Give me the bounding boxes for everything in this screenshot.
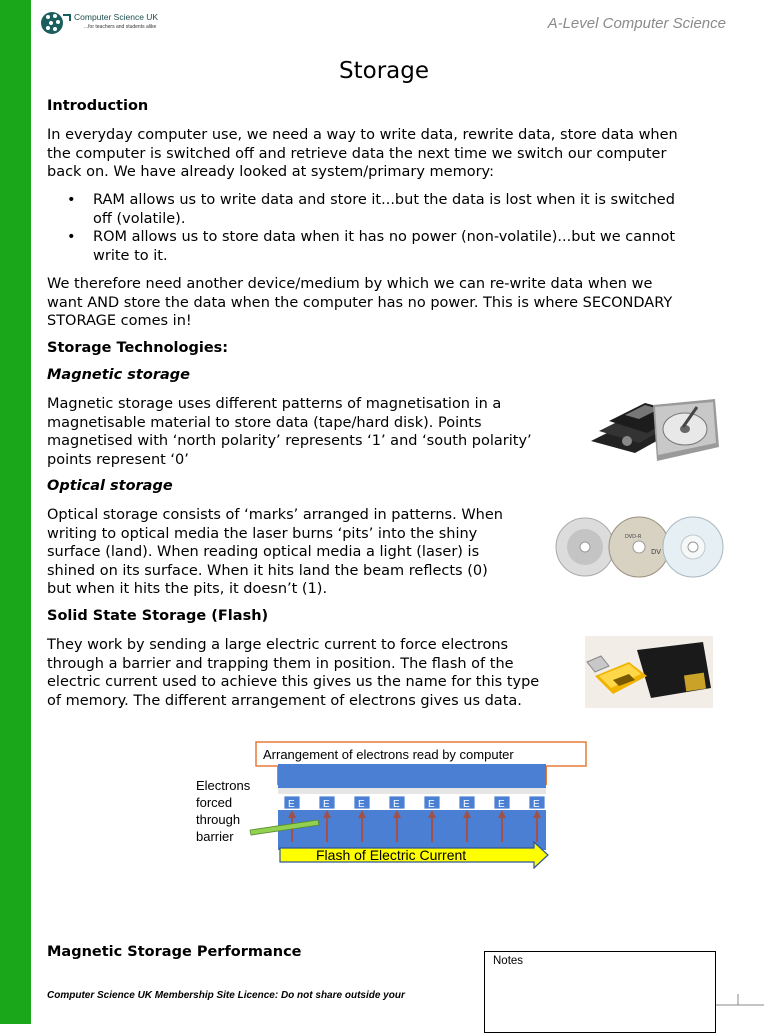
barrier-layer (278, 788, 546, 794)
page-title: Storage (339, 58, 429, 84)
bullet-icon: • (67, 229, 76, 245)
text-line: STORAGE comes in! (47, 313, 192, 329)
flash-heading: Solid State Storage (Flash) (47, 608, 269, 624)
bullet-ram (47, 191, 727, 228)
diagram-arrow-label: Flash of Electric Current (316, 847, 467, 863)
text-line: through a barrier and trapping them in position. The flash of the (47, 655, 514, 672)
text-line: off (volatile). (93, 210, 186, 227)
text-line: of memory. The different arrangement of electrons gives us data. (47, 692, 522, 709)
intro-paragraph-2 (47, 275, 672, 331)
intro-paragraph-1 (47, 126, 678, 182)
text-line: but when it hits the pits, it doesn’t (1). (47, 581, 328, 597)
electron-label: E (288, 799, 295, 810)
text-line: write to it. (93, 247, 168, 264)
hard-disk-icon (653, 399, 719, 461)
disc-label: DV (651, 548, 662, 556)
electron-label: E (533, 799, 540, 810)
diagram-top-label: Arrangement of electrons read by computer (263, 747, 514, 762)
optical-paragraph (47, 506, 503, 599)
text-line: Magnetic storage uses different patterns of magnetisation in a (47, 396, 502, 412)
text-line: back on. We have already looked at system/primary memory: (47, 164, 494, 180)
optical-discs-image (555, 514, 727, 580)
storage-tech-heading: Storage Technologies: (47, 340, 229, 356)
magnetic-heading: Magnetic storage (47, 367, 190, 383)
logo (40, 8, 159, 38)
bullet-rom (47, 228, 727, 265)
electron-label: E (358, 799, 365, 810)
notes-label: Notes (493, 955, 524, 967)
electron-label: E (428, 799, 435, 810)
cd-disc-icon (556, 518, 614, 576)
magnetic-media-image (587, 393, 722, 463)
text-line: We therefore need another device/medium by which we can re-write data when we (47, 276, 653, 292)
electrons-row (284, 796, 545, 810)
text-line: want AND store the data when the computer has no power. This is where SECONDARY (47, 294, 673, 311)
text-line: In everyday computer use, we need a way to write data, rewrite data, store data when (47, 127, 678, 143)
logo-tagline: ...for teachers and students alike (84, 24, 157, 30)
course-title: A-Level Computer Science (547, 15, 726, 32)
lower-layer (278, 810, 546, 850)
text-line: points represent ‘0’ (47, 451, 189, 468)
electron-label: E (323, 799, 330, 810)
page-corner-mark (716, 993, 766, 1011)
blank-disc-icon (663, 517, 723, 577)
bullet-icon: • (67, 192, 76, 208)
logo-name: Computer Science UK (74, 12, 159, 22)
text-line: writing to optical media the laser burns ‘pits’ into the shiny (47, 525, 478, 542)
magnetic-paragraph (47, 395, 532, 469)
memory-bullet-list (47, 191, 727, 265)
text-line: the computer is switched off and retrieve data the next time we switch our computer (47, 145, 667, 162)
intro-heading: Introduction (47, 98, 149, 114)
electron-label: E (498, 799, 505, 810)
flash-paragraph (47, 636, 539, 710)
text-line: ROM allows us to store data when it has no power (non-volatile)...but we cannot (93, 229, 676, 245)
text-line: magnetisable material to store data (tape/hard disk). Points (47, 414, 482, 431)
disc-label: DVD-R (625, 534, 642, 540)
performance-heading: Magnetic Storage Performance (47, 944, 302, 960)
text-line: surface (land). When reading optical media a light (laser) is (47, 544, 480, 560)
green-side-bar (0, 0, 31, 1024)
text-line: shined on its surface. When it hits land the beam reflects (0) (47, 562, 488, 579)
flash-storage-image (585, 636, 713, 708)
text-line: magnetised with ‘north polarity’ represents ‘1’ and ‘south polarity’ (47, 433, 532, 449)
notes-box[interactable] (484, 951, 716, 1033)
optical-heading: Optical storage (47, 478, 173, 494)
upper-layer (278, 764, 546, 788)
electron-label: E (463, 799, 470, 810)
logo-emblem-icon (40, 9, 72, 35)
text-line: RAM allows us to write data and store it...but the data is lost when it is switched (93, 192, 675, 208)
dvd-disc-icon (609, 517, 669, 577)
flash-diagram-graphic (190, 738, 590, 873)
footer-licence: Computer Science UK Membership Site Licence: Do not share outside your (47, 990, 405, 1001)
electron-label: E (393, 799, 400, 810)
text-line: They work by sending a large electric current to force electrons (47, 637, 509, 653)
flash-diagram (190, 738, 590, 873)
text-line: electric current used to achieve this gives us the name for this type (47, 674, 540, 690)
diagram-side-label: Electrons forced through barrier (196, 778, 251, 844)
text-line: Optical storage consists of ‘marks’ arranged in patterns. When (47, 507, 503, 523)
